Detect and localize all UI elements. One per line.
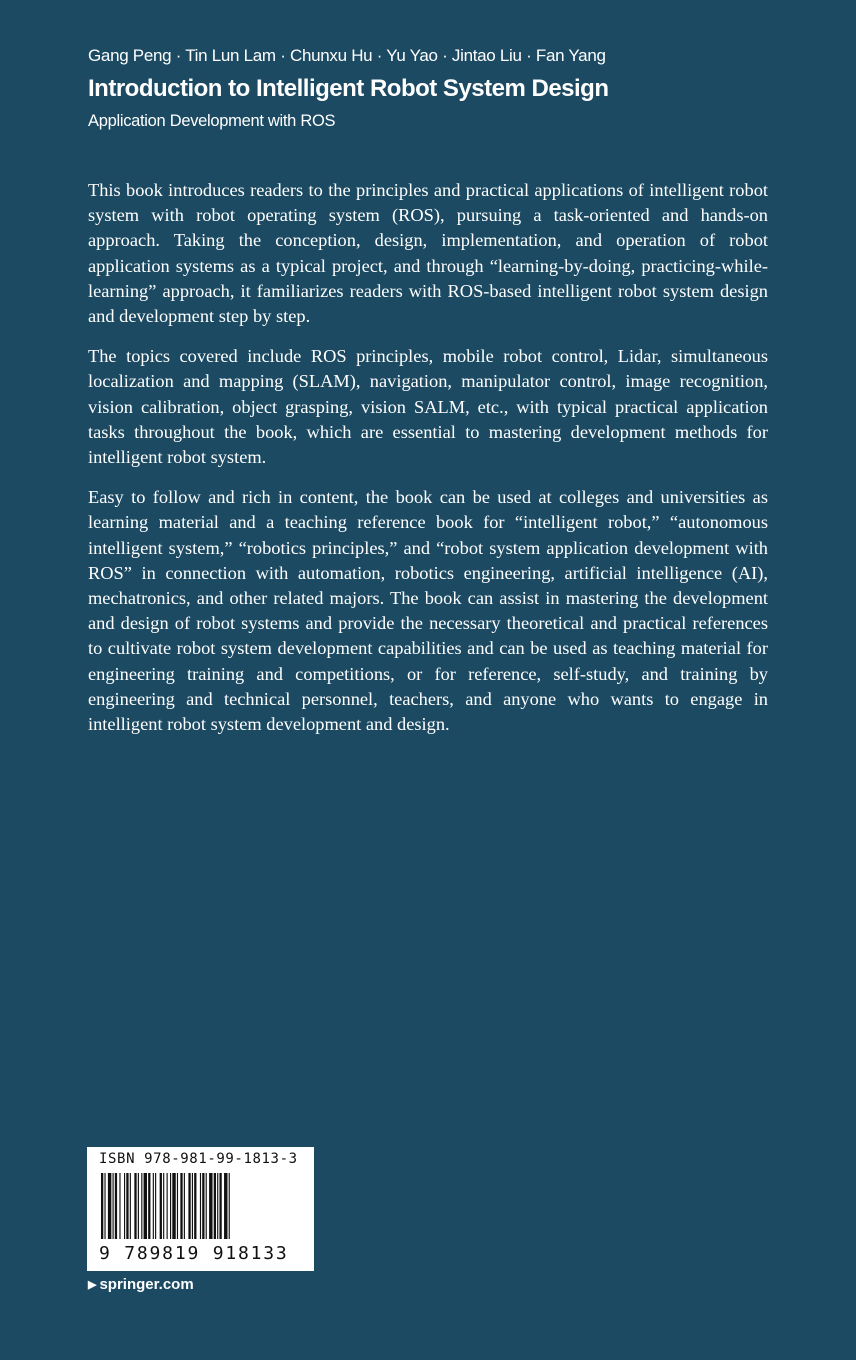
barcode-bar <box>167 1173 168 1239</box>
barcode-bar <box>188 1173 190 1239</box>
book-description <box>88 178 768 752</box>
book-title: Introduction to Intelligent Robot System Design <box>88 75 609 102</box>
barcode-digits: 9 789819 918133 <box>99 1243 289 1264</box>
barcode-bar <box>148 1173 150 1239</box>
barcode-bar <box>104 1173 105 1239</box>
barcode-bar <box>177 1173 178 1239</box>
barcode-bar <box>206 1173 207 1239</box>
barcode-bar <box>130 1173 131 1239</box>
barcode-bar <box>170 1173 171 1239</box>
barcode-bar <box>224 1173 227 1239</box>
barcode-bar <box>219 1173 221 1239</box>
barcode-image <box>95 1173 306 1245</box>
barcode-bar <box>144 1173 147 1239</box>
description-paragraph: The topics covered include ROS principles, mobile robot control, Lidar, simultaneous localization and mapping (SLAM), navigation, manipulator control, image recognition, vision calibration, object grasping, vision SALM, etc., with typical practical application tasks throughout the book, which are essential to mastering development methods for intelligent robot system. <box>88 346 768 468</box>
barcode-bar <box>153 1173 154 1239</box>
barcode-bar <box>209 1173 212 1239</box>
triangle-right-icon: ▶ <box>88 1279 97 1291</box>
barcode-bar <box>134 1173 136 1239</box>
barcode-bar <box>202 1173 204 1239</box>
barcode-bar <box>200 1173 201 1239</box>
barcode-bar <box>115 1173 117 1239</box>
barcode-bar <box>163 1173 164 1239</box>
publisher-link[interactable] <box>88 1276 194 1293</box>
barcode-bar <box>192 1173 193 1239</box>
publisher-url: springer.com <box>99 1276 194 1293</box>
authors-line: Gang Peng · Tin Lun Lam · Chunxu Hu · Yu Yao · Jintao Liu · Fan Yang <box>88 46 606 65</box>
barcode-bar <box>160 1173 162 1239</box>
barcode-bar <box>229 1173 230 1239</box>
barcode-bar <box>214 1173 216 1239</box>
barcode-bar <box>194 1173 196 1239</box>
barcode-bar <box>172 1173 175 1239</box>
barcode-bar <box>141 1173 142 1239</box>
barcode-bar <box>113 1173 114 1239</box>
barcode-bar <box>184 1173 185 1239</box>
barcode-bar <box>138 1173 139 1239</box>
description-paragraph: This book introduces readers to the principles and practical applications of intelligent robot system with robot operating system (ROS), pursuing a task-oriented and hands-on approach. Taking the conception, design, implementation, and operation of robot application systems as a typical project, and through “learning-by-doing, practicing-while-learning” approach, it familiarizes readers with ROS-based intelligent robot system design and development step by step. <box>88 180 768 327</box>
barcode-bar <box>180 1173 182 1239</box>
book-subtitle: Application Development with ROS <box>88 112 336 130</box>
isbn-label: ISBN 978-981-99-1813-3 <box>99 1151 298 1167</box>
barcode-bar <box>108 1173 111 1239</box>
barcode-bar <box>124 1173 125 1239</box>
barcode-bar <box>126 1173 128 1239</box>
barcode-bar <box>101 1173 103 1239</box>
header <box>88 44 788 133</box>
barcode-bar <box>155 1173 156 1239</box>
isbn-barcode-box <box>87 1147 314 1271</box>
barcode-bar <box>217 1173 218 1239</box>
barcode-bar <box>119 1173 120 1239</box>
description-paragraph: Easy to follow and rich in content, the book can be used at colleges and universities as learning material and a teaching reference book for “intelligent robot,” “autonomous intelligent system,” “robotics principles,” and “robot system application development with ROS” in connection with automation, robotics engineering, artificial intelligence (AI), mechatronics, and other related majors. The book can assist in mastering the development and design of robot systems and provide the necessary theoretical and practical references to cultivate robot system development capabilities and can be used as teaching material for engineering training and competitions, or for reference, self-study, and training by engineering and technical personnel, teachers, and anyone who wants to engage in intelligent robot system development and design. <box>88 487 768 735</box>
